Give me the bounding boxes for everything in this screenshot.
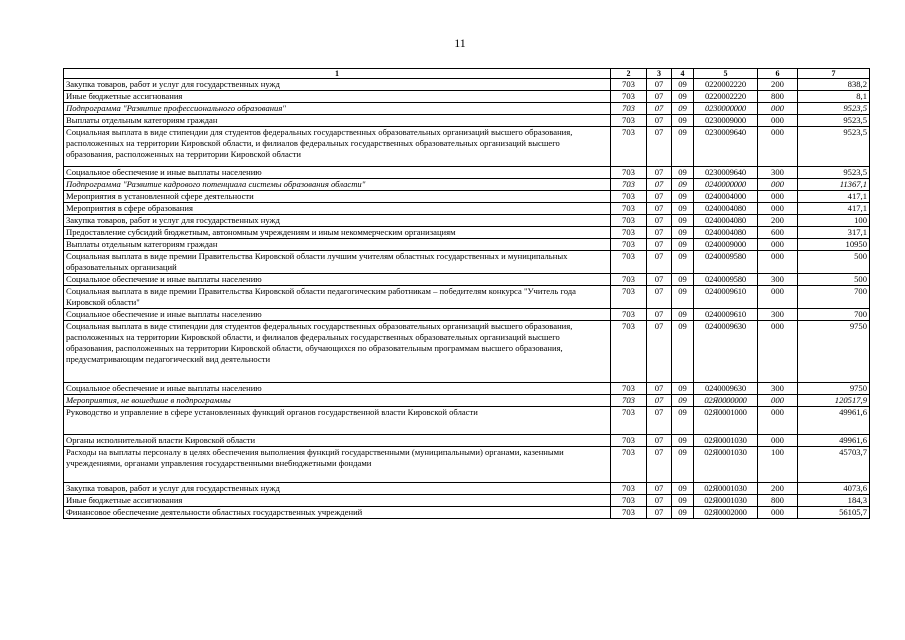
amount-cell: 120517,9	[798, 395, 870, 407]
section-code-cell: 07	[647, 115, 672, 127]
row-name-cell: Подпрограмма "Развитие кадрового потенциала системы образования области"	[64, 179, 611, 191]
section-code-cell: 07	[647, 507, 672, 519]
section-code-cell: 07	[647, 127, 672, 167]
target-article-cell: 0240009610	[694, 286, 758, 309]
row-name-cell: Выплаты отдельным категориям граждан	[64, 239, 611, 251]
gr-code-cell: 703	[611, 321, 647, 383]
section-code-cell: 07	[647, 395, 672, 407]
row-name-cell: Закупка товаров, работ и услуг для государственных нужд	[64, 483, 611, 495]
gr-code-cell: 703	[611, 495, 647, 507]
column-header: 1	[64, 69, 611, 79]
expense-type-cell: 000	[758, 103, 798, 115]
subsection-code-cell: 09	[672, 395, 694, 407]
table-row	[64, 215, 870, 227]
target-article-cell: 0240009000	[694, 239, 758, 251]
subsection-code-cell: 09	[672, 286, 694, 309]
row-name-cell: Иные бюджетные ассигнования	[64, 495, 611, 507]
expense-type-cell: 000	[758, 251, 798, 274]
gr-code-cell: 703	[611, 274, 647, 286]
gr-code-cell: 703	[611, 115, 647, 127]
amount-cell: 45703,7	[798, 447, 870, 483]
table-row	[64, 115, 870, 127]
gr-code-cell: 703	[611, 251, 647, 274]
amount-cell: 417,1	[798, 191, 870, 203]
subsection-code-cell: 09	[672, 79, 694, 91]
gr-code-cell: 703	[611, 79, 647, 91]
expense-type-cell: 000	[758, 203, 798, 215]
row-name-cell: Мероприятия в сфере образования	[64, 203, 611, 215]
subsection-code-cell: 09	[672, 239, 694, 251]
expense-type-cell: 300	[758, 309, 798, 321]
target-article-cell: 02Я0001030	[694, 447, 758, 483]
expense-type-cell: 300	[758, 274, 798, 286]
target-article-cell: 0230009640	[694, 167, 758, 179]
amount-cell: 9750	[798, 383, 870, 395]
amount-cell: 4073,6	[798, 483, 870, 495]
target-article-cell: 0230009000	[694, 115, 758, 127]
gr-code-cell: 703	[611, 227, 647, 239]
section-code-cell: 07	[647, 309, 672, 321]
amount-cell: 417,1	[798, 203, 870, 215]
amount-cell: 56105,7	[798, 507, 870, 519]
table-row	[64, 447, 870, 483]
row-name-cell: Руководство и управление в сфере установленных функций органов государственной власти Кировской области	[64, 407, 611, 435]
subsection-code-cell: 09	[672, 91, 694, 103]
amount-cell: 9523,5	[798, 167, 870, 179]
gr-code-cell: 703	[611, 179, 647, 191]
table-row	[64, 103, 870, 115]
row-name-cell: Социальное обеспечение и иные выплаты населению	[64, 274, 611, 286]
section-code-cell: 07	[647, 321, 672, 383]
column-header: 7	[798, 69, 870, 79]
target-article-cell: 0240009580	[694, 274, 758, 286]
target-article-cell: 0230009640	[694, 127, 758, 167]
gr-code-cell: 703	[611, 286, 647, 309]
section-code-cell: 07	[647, 203, 672, 215]
gr-code-cell: 703	[611, 407, 647, 435]
expense-type-cell: 300	[758, 167, 798, 179]
table-row	[64, 251, 870, 274]
gr-code-cell: 703	[611, 507, 647, 519]
subsection-code-cell: 09	[672, 215, 694, 227]
amount-cell: 838,2	[798, 79, 870, 91]
row-name-cell: Социальная выплата в виде стипендии для студентов федеральных государственных образовательных организаций высшего образования, расположенных на территории Кировской области, и филиалов федеральных государственных образовательных организаций высшего образования, расположенных на территории Кировской области	[64, 127, 611, 167]
row-name-cell: Иные бюджетные ассигнования	[64, 91, 611, 103]
table-row	[64, 483, 870, 495]
row-name-cell: Мероприятия в установленной сфере деятельности	[64, 191, 611, 203]
expense-type-cell: 200	[758, 483, 798, 495]
gr-code-cell: 703	[611, 91, 647, 103]
row-name-cell: Закупка товаров, работ и услуг для государственных нужд	[64, 215, 611, 227]
gr-code-cell: 703	[611, 483, 647, 495]
row-name-cell: Закупка товаров, работ и услуг для государственных нужд	[64, 79, 611, 91]
section-code-cell: 07	[647, 167, 672, 179]
subsection-code-cell: 09	[672, 191, 694, 203]
expense-type-cell: 000	[758, 507, 798, 519]
budget-table	[63, 68, 870, 519]
header-row	[64, 69, 870, 79]
expense-type-cell: 000	[758, 115, 798, 127]
target-article-cell: 0240009580	[694, 251, 758, 274]
subsection-code-cell: 09	[672, 407, 694, 435]
amount-cell: 700	[798, 309, 870, 321]
target-article-cell: 02Я0001000	[694, 407, 758, 435]
row-name-cell: Социальная выплата в виде стипендии для студентов федеральных государственных образовательных организаций высшего образования, расположенных на территории Кировской области, и филиалов федеральных государственных образовательных организаций высшего образования, расположенных на территории Кировской области, обучающихся по образовательным программам высшего образования, предусматривающим педагогический вид деятельности	[64, 321, 611, 383]
expense-type-cell: 000	[758, 407, 798, 435]
amount-cell: 11367,1	[798, 179, 870, 191]
row-name-cell: Социальная выплата в виде премии Правительства Кировской области педагогическим работникам – победителям конкурса "Учитель года Кировской области"	[64, 286, 611, 309]
amount-cell: 9750	[798, 321, 870, 383]
section-code-cell: 07	[647, 239, 672, 251]
row-name-cell: Мероприятия, не вошедшие в подпрограммы	[64, 395, 611, 407]
amount-cell: 9523,5	[798, 127, 870, 167]
section-code-cell: 07	[647, 447, 672, 483]
target-article-cell: 0240004080	[694, 227, 758, 239]
expense-type-cell: 200	[758, 79, 798, 91]
target-article-cell: 0220002220	[694, 79, 758, 91]
section-code-cell: 07	[647, 227, 672, 239]
expense-type-cell: 800	[758, 91, 798, 103]
gr-code-cell: 703	[611, 167, 647, 179]
table-row	[64, 383, 870, 395]
gr-code-cell: 703	[611, 203, 647, 215]
table-row	[64, 127, 870, 167]
subsection-code-cell: 09	[672, 447, 694, 483]
page-number: 11	[454, 36, 466, 50]
amount-cell: 700	[798, 286, 870, 309]
expense-type-cell: 000	[758, 395, 798, 407]
row-name-cell: Социальное обеспечение и иные выплаты населению	[64, 383, 611, 395]
section-code-cell: 07	[647, 483, 672, 495]
subsection-code-cell: 09	[672, 309, 694, 321]
target-article-cell: 0240009630	[694, 321, 758, 383]
target-article-cell: 02Я0001030	[694, 483, 758, 495]
section-code-cell: 07	[647, 286, 672, 309]
row-name-cell: Социальное обеспечение и иные выплаты населению	[64, 309, 611, 321]
table-row	[64, 239, 870, 251]
column-header: 5	[694, 69, 758, 79]
section-code-cell: 07	[647, 191, 672, 203]
gr-code-cell: 703	[611, 103, 647, 115]
gr-code-cell: 703	[611, 191, 647, 203]
subsection-code-cell: 09	[672, 167, 694, 179]
row-name-cell: Социальная выплата в виде премии Правительства Кировской области лучшим учителям областных государственных и муниципальных образовательных организаций	[64, 251, 611, 274]
expense-type-cell: 000	[758, 239, 798, 251]
section-code-cell: 07	[647, 407, 672, 435]
target-article-cell: 0240009610	[694, 309, 758, 321]
section-code-cell: 07	[647, 495, 672, 507]
gr-code-cell: 703	[611, 383, 647, 395]
column-header: 6	[758, 69, 798, 79]
section-code-cell: 07	[647, 103, 672, 115]
section-code-cell: 07	[647, 215, 672, 227]
expense-type-cell: 000	[758, 435, 798, 447]
subsection-code-cell: 09	[672, 103, 694, 115]
amount-cell: 9523,5	[798, 103, 870, 115]
row-name-cell: Предоставление субсидий бюджетным, автономным учреждениям и иным некоммерческим организациям	[64, 227, 611, 239]
section-code-cell: 07	[647, 435, 672, 447]
row-name-cell: Социальное обеспечение и иные выплаты населению	[64, 167, 611, 179]
target-article-cell: 02Я0000000	[694, 395, 758, 407]
subsection-code-cell: 09	[672, 251, 694, 274]
gr-code-cell: 703	[611, 435, 647, 447]
amount-cell: 9523,5	[798, 115, 870, 127]
row-name-cell: Органы исполнительной власти Кировской области	[64, 435, 611, 447]
subsection-code-cell: 09	[672, 435, 694, 447]
amount-cell: 49961,6	[798, 407, 870, 435]
section-code-cell: 07	[647, 179, 672, 191]
amount-cell: 8,1	[798, 91, 870, 103]
row-name-cell: Выплаты отдельным категориям граждан	[64, 115, 611, 127]
amount-cell: 500	[798, 251, 870, 274]
expense-type-cell: 100	[758, 447, 798, 483]
table-row	[64, 79, 870, 91]
subsection-code-cell: 09	[672, 203, 694, 215]
table-row	[64, 321, 870, 383]
target-article-cell: 0240004080	[694, 203, 758, 215]
expense-type-cell: 200	[758, 215, 798, 227]
target-article-cell: 0240004080	[694, 215, 758, 227]
subsection-code-cell: 09	[672, 227, 694, 239]
table-row	[64, 274, 870, 286]
amount-cell: 184,3	[798, 495, 870, 507]
gr-code-cell: 703	[611, 215, 647, 227]
row-name-cell: Расходы на выплаты персоналу в целях обеспечения выполнения функций государственными (муниципальными) органами, казенными учреждениями, органами управления государственными внебюджетными фондами	[64, 447, 611, 483]
table-row	[64, 91, 870, 103]
table-row	[64, 395, 870, 407]
subsection-code-cell: 09	[672, 483, 694, 495]
table-row	[64, 495, 870, 507]
section-code-cell: 07	[647, 91, 672, 103]
gr-code-cell: 703	[611, 127, 647, 167]
gr-code-cell: 703	[611, 309, 647, 321]
target-article-cell: 02Я0001030	[694, 435, 758, 447]
table-row	[64, 407, 870, 435]
subsection-code-cell: 09	[672, 115, 694, 127]
section-code-cell: 07	[647, 383, 672, 395]
gr-code-cell: 703	[611, 395, 647, 407]
table-row	[64, 435, 870, 447]
expense-type-cell: 000	[758, 191, 798, 203]
table-row	[64, 507, 870, 519]
row-name-cell: Подпрограмма "Развитие профессионального образования"	[64, 103, 611, 115]
target-article-cell: 0220002220	[694, 91, 758, 103]
subsection-code-cell: 09	[672, 127, 694, 167]
expense-type-cell: 000	[758, 179, 798, 191]
column-header: 4	[672, 69, 694, 79]
expense-type-cell: 000	[758, 321, 798, 383]
table-row	[64, 191, 870, 203]
amount-cell: 317,1	[798, 227, 870, 239]
subsection-code-cell: 09	[672, 321, 694, 383]
table-row	[64, 286, 870, 309]
target-article-cell: 0240004000	[694, 191, 758, 203]
amount-cell: 500	[798, 274, 870, 286]
gr-code-cell: 703	[611, 447, 647, 483]
amount-cell: 10950	[798, 239, 870, 251]
amount-cell: 100	[798, 215, 870, 227]
expense-type-cell: 800	[758, 495, 798, 507]
subsection-code-cell: 09	[672, 383, 694, 395]
expense-type-cell: 000	[758, 127, 798, 167]
target-article-cell: 0240009630	[694, 383, 758, 395]
table-row	[64, 203, 870, 215]
target-article-cell: 02Я0002000	[694, 507, 758, 519]
subsection-code-cell: 09	[672, 495, 694, 507]
section-code-cell: 07	[647, 79, 672, 91]
subsection-code-cell: 09	[672, 274, 694, 286]
subsection-code-cell: 09	[672, 507, 694, 519]
section-code-cell: 07	[647, 274, 672, 286]
target-article-cell: 0240000000	[694, 179, 758, 191]
amount-cell: 49961,6	[798, 435, 870, 447]
column-header: 2	[611, 69, 647, 79]
section-code-cell: 07	[647, 251, 672, 274]
gr-code-cell: 703	[611, 239, 647, 251]
table-row	[64, 167, 870, 179]
table-row	[64, 179, 870, 191]
table-row	[64, 227, 870, 239]
column-header: 3	[647, 69, 672, 79]
expense-type-cell: 000	[758, 286, 798, 309]
subsection-code-cell: 09	[672, 179, 694, 191]
target-article-cell: 0230000000	[694, 103, 758, 115]
expense-type-cell: 600	[758, 227, 798, 239]
table-row	[64, 309, 870, 321]
expense-type-cell: 300	[758, 383, 798, 395]
row-name-cell: Финансовое обеспечение деятельности областных государственных учреждений	[64, 507, 611, 519]
target-article-cell: 02Я0001030	[694, 495, 758, 507]
